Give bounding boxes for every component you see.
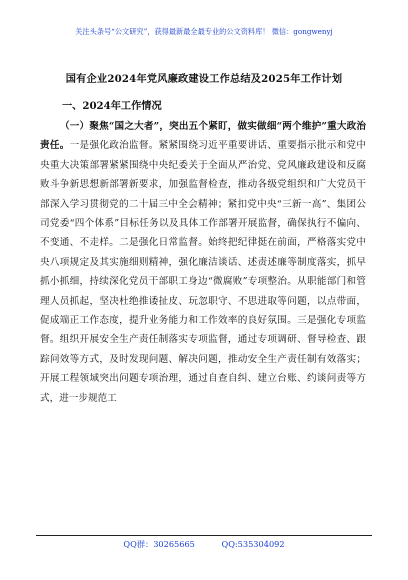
footer-contact [0,539,408,550]
paragraph-lead: （一）聚焦“国之大者”，突出五个紧盯，做实做细“两个维护”重大政治责任。 [40,121,366,152]
section-heading: 一、2024年工作情况 [62,100,162,112]
top-banner: 关注头条号“公文研究”，获得最新最全最专业的公文资料库！ 微信：gongwenyj [75,27,333,36]
footer-qq-group: QQ群：30265665 [123,539,195,549]
footer-qq-number: QQ:535304092 [221,539,285,549]
body-paragraph [40,117,366,408]
document-title: 国有企业2024年党风廉政建设工作总结及2025年工作计划 [65,73,343,85]
paragraph-body: 一是强化政治监督。紧紧围绕习近平重要讲话、重要指示批示和党中央重大决策部署紧紧围绕中央纪委关于全面从严治党、党风廉政建设和反腐败斗争新思想新部署新要求，加强监督检查，推动各级党组织和广大党员干部深入学习贯彻党的二十届三中全会精神；紧扣党中央“三新一高”、集团公司党委“四个体系”目标任务以及具体工作部署开展监督，确保执行不偏向、不变通、不走样。二是强化日常监督。始终把纪律挺在前面，严格落实党中央八项规定及其实施细则精神，强化廉洁谈话、述责述廉等制度落实，抓早抓小抓细，持续深化党员干部职工身边“微腐败”专项整治。从职能部门和管理人员抓起，坚决杜绝推诿扯皮、玩忽职守、不思进取等问题，以点带面，促成端正工作态度，提升业务能力和工作效率的良好氛围。三是强化专项监督。组织开展安全生产责任制落实专项监督，通过专项调研、督导检查、跟踪问效等方式，及时发现问题、解决问题，推动安全生产责任制有效落实；开展工程领域突出问题专项治理，通过自查自纠、建立台账、约谈问责等方式，进一步规范工 [40,140,367,404]
footer-divider [36,535,372,536]
